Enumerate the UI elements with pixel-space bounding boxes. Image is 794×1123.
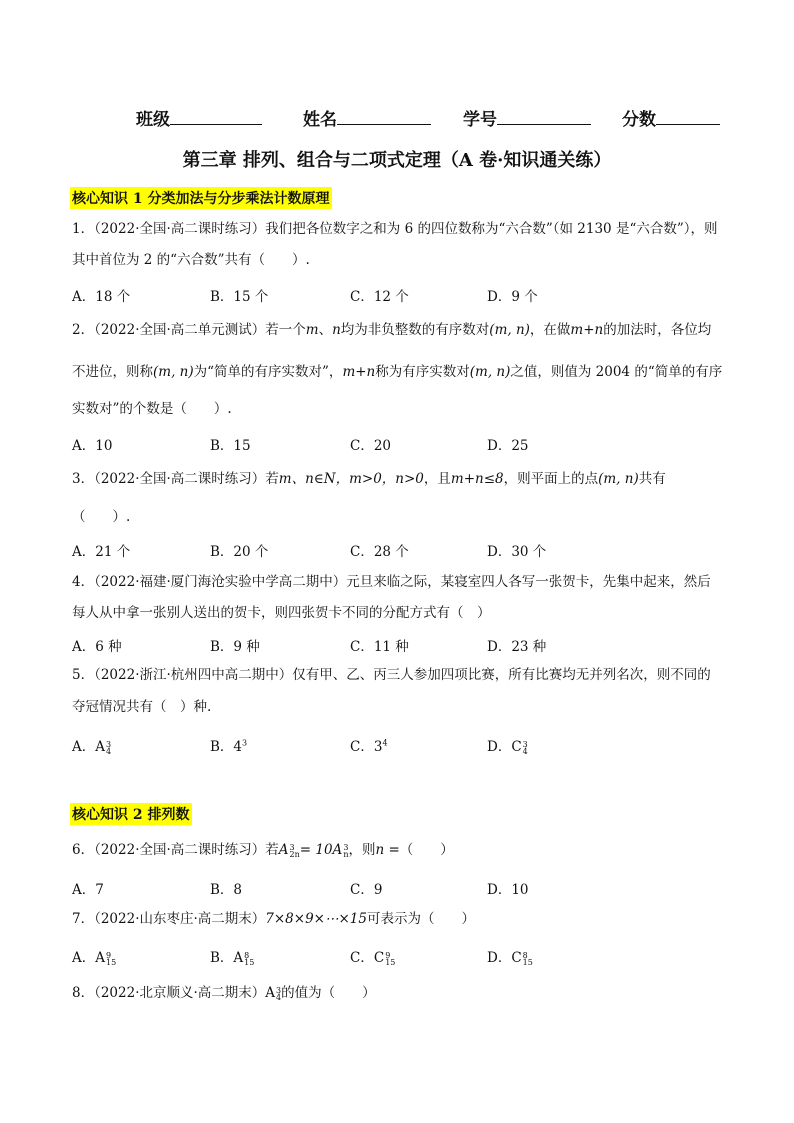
q4-option-a[interactable]: A．6 种 — [72, 639, 122, 655]
student-id-field — [463, 104, 591, 130]
q6-option-d[interactable]: D．10 — [487, 882, 529, 898]
q5-line1: 5．（2022·浙江·杭州四中高二期中）仅有甲、乙、丙三人参加四项比赛，所有比赛均无并列名次，则不同的 — [72, 667, 711, 683]
q6-option-b[interactable]: B．8 — [210, 882, 243, 898]
name-label: 姓名 — [303, 110, 337, 130]
q1-option-b[interactable]: B．15 个 — [210, 289, 269, 305]
q1-option-a[interactable]: A．18 个 — [72, 289, 131, 305]
q6-option-a[interactable]: A．7 — [72, 882, 104, 898]
q6-line1: 6．（2022·全国·高二课时练习）若A 3 2n = 10A 3 n ，则n =（ ） — [72, 842, 454, 859]
q3-option-d[interactable]: D．30 个 — [487, 544, 547, 560]
q2-line3: 实数对”的个数是（ ）. — [72, 401, 232, 417]
q3-line1: 3．（2022·全国·高二课时练习）若m、n∈N，m>0，n>0，且m+n≤8，则平面上的点(m, n)共有 — [72, 471, 666, 487]
q4-line2: 每人从中拿一张别人送出的贺卡，则四张贺卡不同的分配方式有（ ） — [72, 605, 491, 621]
q7-option-d[interactable]: D．C 8 15 — [487, 950, 533, 967]
q7-line1: 7．（2022·山东枣庄·高二期末）7×8×9×⋯×15可表示为（ ） — [72, 911, 475, 927]
q5-option-c[interactable]: C．$3^4$ — [350, 738, 388, 755]
q5-option-b[interactable]: B．$4^3$ — [210, 738, 248, 755]
student-id-blank[interactable] — [497, 104, 591, 125]
q7-option-b[interactable]: B．A 8 15 — [210, 950, 255, 967]
class-blank[interactable] — [170, 104, 262, 125]
q1-option-c[interactable]: C．12 个 — [350, 289, 409, 305]
q4-option-d[interactable]: D．23 种 — [487, 639, 547, 655]
q2-line1: 2．（2022·全国·高二单元测试）若一个m、n均为非负整数的有序数对(m, n)，在做m+n的加法时，各位均 — [72, 322, 712, 338]
student-id-label: 学号 — [463, 110, 497, 130]
q6-option-c[interactable]: C．9 — [350, 882, 383, 898]
q1-line1: 1．（2022·全国·高二课时练习）我们把各位数字之和为 6 的四位数称为“六合数”（如 2130 是“六合数”），则 — [72, 221, 718, 237]
score-label: 分数 — [622, 110, 656, 130]
section-heading-1: 核心知识 1 分类加法与分步乘法计数原理 — [70, 187, 332, 209]
q8-line1: 8．（2022·北京顺义·高二期末）A 3 4 的值为（ ） — [72, 985, 376, 1002]
section-heading-2: 核心知识 2 排列数 — [70, 803, 192, 825]
name-field — [303, 104, 431, 130]
q3-option-b[interactable]: B．20 个 — [210, 544, 269, 560]
q3-option-c[interactable]: C．28 个 — [350, 544, 409, 560]
q3-line2: （ ）. — [72, 509, 131, 525]
page-title: 第三章 排列、组合与二项式定理（A 卷·知识通关练） — [182, 150, 612, 171]
score-blank[interactable] — [656, 104, 720, 125]
q4-option-c[interactable]: C．11 种 — [350, 639, 409, 655]
q1-option-d[interactable]: D．9 个 — [487, 289, 538, 305]
q2-option-b[interactable]: B．15 — [210, 438, 251, 454]
q7-option-a[interactable]: A．A 9 15 — [72, 950, 117, 967]
name-blank[interactable] — [337, 104, 431, 125]
q2-option-d[interactable]: D．25 — [487, 438, 529, 454]
q4-option-b[interactable]: B．9 种 — [210, 639, 260, 655]
q1-line2: 其中首位为 2 的“六合数”共有（ ）. — [72, 252, 310, 268]
q2-line2: 不进位，则称(m, n)为“简单的有序实数对”，m+n称为有序实数对(m, n)之值，则值为 2004 的“简单的有序 — [72, 364, 723, 380]
class-label: 班级 — [136, 110, 170, 130]
q5-option-d[interactable]: D．C 3 4 — [487, 739, 528, 756]
q3-option-a[interactable]: A．21 个 — [72, 544, 131, 560]
score-field — [622, 104, 720, 130]
q4-line1: 4．（2022·福建·厦门海沧实验中学高二期中）元旦来临之际，某寝室四人各写一张贺卡，先集中起来，然后 — [72, 574, 711, 590]
q5-option-a[interactable]: A．A 3 4 — [72, 739, 112, 756]
q5-line2: 夺冠情况共有（ ）种. — [72, 699, 212, 715]
q2-option-c[interactable]: C．20 — [350, 438, 392, 454]
q7-option-c[interactable]: C．C 9 15 — [350, 950, 396, 967]
q2-option-a[interactable]: A．10 — [72, 438, 113, 454]
class-field — [136, 104, 262, 130]
